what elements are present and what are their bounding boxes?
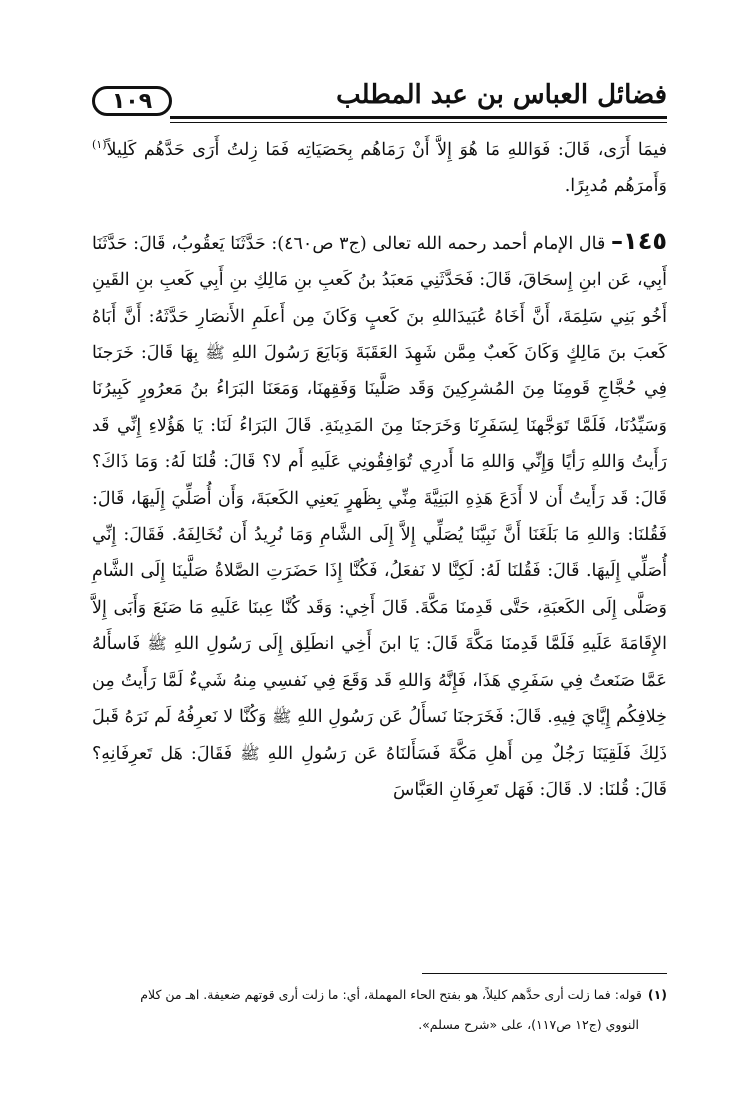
paragraph-text: وَكُنَّا لا نَعرِفُهُ لَم نَرَهُ قَبلَ ذَلِكَ فَلَقِيَنَا رَجُلٌ مِن أَهلِ مَكَّةَ فَسَأَلنَاهُ عَن رَسُولِ اللهِ — [92, 707, 667, 764]
footnote-text: قوله: فما زلت أرى حدَّهم كليلاً، هو بفتح الحاء المهملة، أي: ما زلت أرى قوتهم ضعيفة. اهـ من كلام — [140, 987, 642, 1002]
salawat-glyph: ﷺ — [272, 707, 292, 727]
footnote-line — [92, 1010, 667, 1040]
header-rule-thin — [170, 122, 667, 123]
main-text — [92, 132, 667, 808]
paragraph-text: فَقَالَ: هَل تَعرِفَانِهِ؟ قَالَ: قُلنَا: لا. قَالَ: فَهَل تَعرِفَانِ العَبَّاسَ — [92, 743, 667, 800]
salawat-glyph: ﷺ — [147, 634, 167, 654]
running-header — [92, 74, 667, 124]
footnote-text: النووي (ج١٢ ص١١٧)، على «شرح مسلم». — [418, 1017, 639, 1032]
salawat-glyph: ﷺ — [240, 743, 260, 763]
paragraph-hadith-145 — [92, 223, 667, 809]
paragraph-text: قال الإمام أحمد رحمه الله تعالى (ج٣ ص٤٦٠): حَدَّثَنَا يَعقُوبُ، قَالَ: حَدَّثَنَا أَبِي، عَن ابنِ إِسحَاقَ، قَالَ: فَحَدَّثَنِي مَعبَدُ بنُ كَعبِ بنِ مَالِكِ بنِ أَبِي كَعبِ بنِ القَينِ أَخُو بَنِي سَلِمَةَ، أَنَّ أَخَاهُ عُبَيدَاللهِ بنَ كَعبٍ وَكَانَ مِن أَعلَمِ الأَنصَارِ حَدَّثَهُ: أَنَّ أَبَاهُ كَعبَ بنَ مَالِكٍ وَكَانَ كَعبٌ مِمَّن شَهِدَ العَقَبَةَ وَبَايَعَ رَسُولَ اللهِ — [92, 233, 668, 364]
salawat-glyph: ﷺ — [205, 343, 225, 363]
paragraph-text: وَأَمرَهُم مُدبِرًا. — [564, 176, 667, 197]
header-rule — [170, 116, 667, 119]
paragraph-text: بِهَا قَالَ: خَرَجنَا فِي حُجَّاجِ قَومِنَا مِنَ المُشرِكِينَ وَقَد صَلَّينَا وَفَقِهنَا، وَمَعَنَا البَرَاءُ بنُ مَعرُورٍ كَبِيرُنَا وَسَيِّدُنَا، فَلَمَّا تَوَجَّهنَا لِسَفَرِنَا وَخَرَجنَا مِنَ المَدِينَةِ. قَالَ البَرَاءُ لَنَا: يَا هَؤُلاءِ إِنِّي قَد رَأَيتُ وَاللهِ رَأيًا وَإِنِّي وَاللهِ مَا أَدرِي تُوَافِقُونِي عَلَيهِ أَم لا؟ قَالَ: قُلنَا لَهُ: وَمَا ذَاكَ؟ قَالَ: قَد رَأَيتُ أَن لا أَدَعَ هَذِهِ البَنِيَّةَ مِنِّي بِظَهرٍ يَعنِي الكَعبَةَ، وَأَن أُصَلِّيَ إِلَيهَا، قَالَ: فَقُلنَا: وَاللهِ مَا بَلَغَنَا أَنَّ نَبِيَّنَا يُصَلِّي إِلاَّ إِلَى الشَّامِ وَمَا نُرِيدُ أَن نُخَالِفَهُ. فَقَالَ: إِنِّي أُصَلِّي إِلَيهَا. قَالَ: فَقُلنَا لَهُ: لَكِنَّا لا نَفعَلُ، فَكُنَّا إِذَا حَضَرَتِ الصَّلاةُ صَلَّينَا إِلَى الشَّامِ وَصَلَّى إِلَى الكَعبَةِ، حَتَّى قَدِمنَا مَكَّةَ. قَالَ أَخِي: وَقَد كُنَّا عِبنَا عَلَيهِ مَا صَنَعَ وَأَبَى إِلاَّ الإِقَامَةَ عَلَيهِ فَلَمَّا قَدِمنَا مَكَّةَ قَالَ: يَا ابنَ أَخِي انطَلِق إِلَى رَسُولِ اللهِ — [92, 343, 667, 655]
page-number-badge — [92, 86, 172, 116]
hadith-number: ١٤٥– — [611, 226, 667, 255]
page-number: ١٠٩ — [111, 89, 153, 114]
book-title: فضائل العباس بن عبد المطلب — [336, 80, 667, 110]
footnote-reference: (١) — [92, 138, 107, 152]
footnote-separator — [422, 973, 667, 974]
paragraph-text: فيمَا أَرَى، قَالَ: فَوَاللهِ مَا هُوَ إِلاَّ أَنْ رَمَاهُم بِحَصَيَاتِه فَمَا زِلتُ أَرَى حَدَّهُم كَلِيلاً — [106, 140, 667, 160]
footnote-line — [92, 980, 667, 1010]
paragraph-intro — [92, 132, 667, 205]
footnote — [92, 980, 667, 1040]
paragraph-text: فَاسأَلهُ عَمَّا صَنَعتُ فِي سَفَرِي هَذَا، فَإِنَّهُ وَاللهِ قَد وَقَعَ فِي نَفسِي مِنهُ شَيءٌ لَمَّا رَأَيتُ مِن خِلافِكُم إِيَّايَ فِيهِ. قَالَ: فَخَرَجنَا نَسأَلُ عَن رَسُولِ اللهِ — [92, 634, 667, 728]
footnote-label: (١) — [647, 987, 667, 1002]
